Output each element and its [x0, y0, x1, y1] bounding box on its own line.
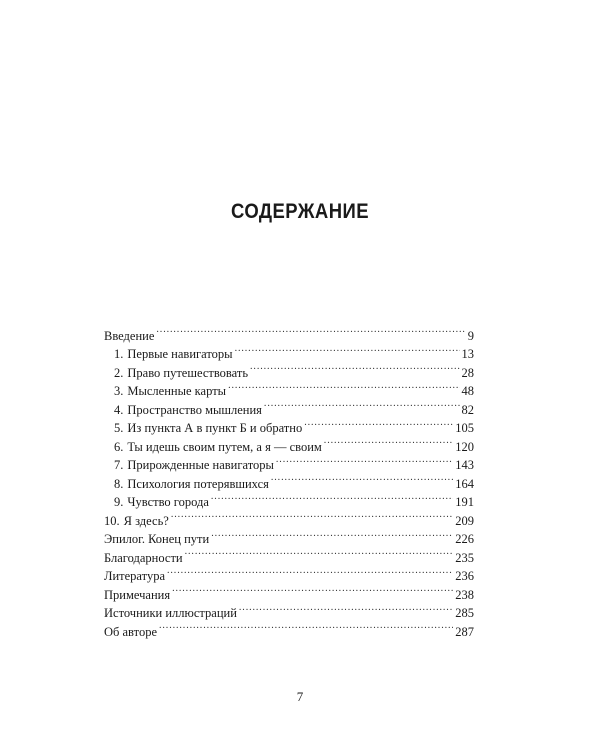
dot-leader: [235, 340, 460, 359]
toc-entry-text: Пространство мышления: [127, 402, 262, 417]
dot-leader: [250, 358, 459, 377]
toc-entry-label: [104, 623, 157, 642]
toc-entry-page: 120: [455, 439, 474, 454]
toc-entry-text: Литература: [104, 569, 165, 583]
toc-entry-page: 143: [455, 458, 474, 472]
toc-entry-label: [104, 364, 248, 383]
toc-entry-label: [104, 512, 169, 531]
toc-entry-page: 235: [455, 550, 474, 565]
toc-entry-label: [104, 419, 302, 438]
toc-entry-number: 5.: [114, 421, 124, 435]
dot-leader: [324, 432, 453, 451]
toc-entry-number: 1.: [114, 347, 124, 361]
dot-leader: [172, 580, 453, 599]
toc-entry-number: 9.: [114, 495, 124, 509]
dot-leader: [211, 525, 453, 544]
toc-entry-page: 191: [455, 495, 474, 509]
toc-entry-label: [104, 567, 165, 586]
toc-entry-text: Благодарности: [104, 550, 183, 565]
toc-entry-text: Ты идешь своим путем, а я — своим: [127, 439, 322, 454]
toc-entry-page: 28: [461, 365, 474, 380]
dot-leader: [211, 488, 453, 507]
toc-entry-label: [104, 456, 274, 475]
toc-entry-text: Примечания: [104, 587, 171, 602]
toc-entry-text: Введение: [104, 328, 155, 343]
dot-leader: [239, 599, 453, 618]
toc-entry-number: 8.: [114, 476, 124, 491]
toc-entry-text: Психология потерявшихся: [127, 476, 269, 491]
toc-entry-page: 226: [455, 532, 474, 546]
toc-entry-text: Право путешествовать: [127, 365, 249, 380]
toc-entry-page: 9: [467, 328, 474, 343]
dot-leader: [171, 506, 453, 525]
toc-entry-page: 164: [455, 476, 474, 491]
dot-leader: [185, 543, 454, 562]
toc-entry-label: [104, 586, 170, 605]
toc-entry-text: Эпилог. Конец пути: [104, 532, 210, 546]
toc-entry: [104, 321, 474, 343]
toc-entry-page: 82: [461, 402, 474, 417]
dot-leader: [228, 377, 459, 396]
toc-entry-text: Мысленные карты: [127, 384, 227, 398]
toc-entry-text: Источники иллюстраций: [104, 606, 237, 620]
dot-leader: [264, 395, 460, 414]
toc-entry-text: Первые навигаторы: [127, 347, 233, 361]
toc-entry-text: Прирожденные навигаторы: [127, 458, 274, 472]
dot-leader: [304, 414, 453, 433]
toc-entry-text: Чувство города: [127, 495, 209, 509]
toc-entry-page: 209: [455, 513, 474, 528]
toc-entry-number: 4.: [114, 402, 124, 417]
dot-leader: [159, 617, 453, 636]
toc-entry-page: 105: [455, 421, 474, 435]
toc-entry-page: 287: [455, 624, 474, 639]
toc-entry: [104, 617, 474, 639]
toc-entry-label: [104, 327, 154, 346]
dot-leader: [271, 469, 453, 488]
toc-entry-number: 2.: [114, 365, 124, 380]
table-of-contents: [104, 321, 474, 639]
toc-entry-text: Из пункта А в пункт Б и обратно: [127, 421, 303, 435]
toc-entry-label: [104, 401, 262, 420]
toc-entry-label: [104, 345, 233, 364]
toc-entry-number: 6.: [114, 439, 124, 454]
toc-entry-number: 7.: [114, 458, 124, 472]
toc-entry-text: Я здесь?: [123, 513, 169, 528]
toc-entry: [104, 340, 474, 359]
toc-entry-page: 13: [461, 347, 474, 361]
toc-entry-number: 10.: [104, 513, 120, 528]
dot-leader: [167, 562, 453, 581]
dot-leader: [276, 451, 453, 470]
toc-entry-page: 48: [461, 384, 474, 398]
toc-entry-page: 236: [455, 569, 474, 583]
page-number: 7: [296, 689, 304, 704]
dot-leader: [156, 321, 465, 340]
toc-entry-page: 238: [455, 587, 474, 602]
toc-entry-label: [104, 382, 226, 401]
page-title: СОДЕРЖАНИЕ: [231, 200, 369, 223]
toc-entry-number: 3.: [114, 384, 124, 398]
toc-entry-text: Об авторе: [104, 624, 157, 639]
toc-entry-page: 285: [455, 606, 474, 620]
